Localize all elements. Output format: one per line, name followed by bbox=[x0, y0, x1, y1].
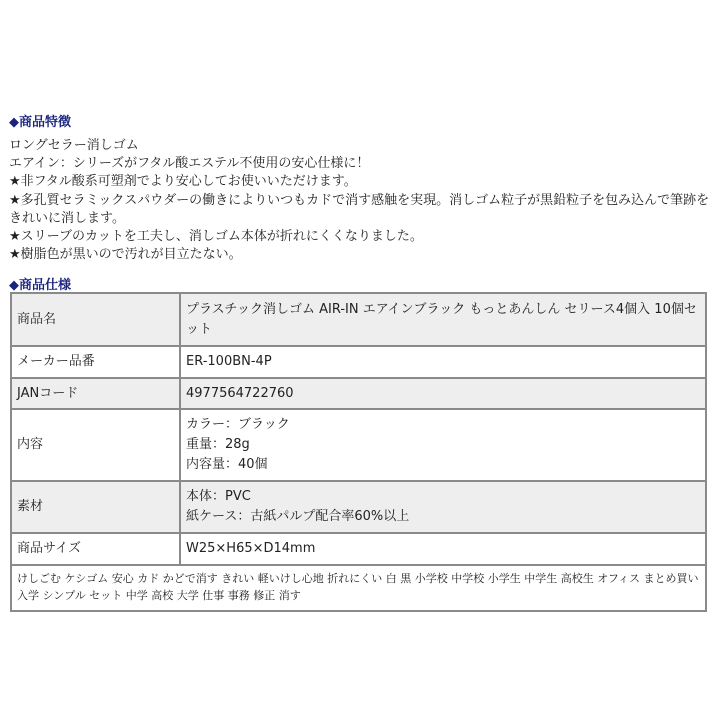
spec-value: プラスチック消しゴム AIR-IN エアインブラック もっとあんしん セリース4個入 10個セット bbox=[180, 293, 706, 346]
spec-value: 4977564722760 bbox=[180, 378, 706, 409]
table-row bbox=[11, 533, 706, 565]
keywords-row bbox=[11, 565, 706, 611]
table-row bbox=[11, 346, 706, 378]
spec-value-line: 紙ケース：古紙パルプ配合率60%以上 bbox=[186, 509, 410, 524]
spec-label: 素材 bbox=[11, 481, 180, 533]
spec-value: W25×H65×D14mm bbox=[180, 533, 706, 565]
features-heading: ◆商品特徴 bbox=[9, 115, 71, 130]
table-row bbox=[11, 293, 706, 346]
feature-line: エアイン：シリーズがフタル酸エステル不使用の安心仕様に！ bbox=[9, 156, 370, 172]
table-row bbox=[11, 409, 706, 481]
table-row bbox=[11, 378, 706, 409]
features-list bbox=[9, 137, 714, 264]
spec-label: 商品サイズ bbox=[11, 533, 180, 565]
feature-line: ★スリーブのカットを工夫し、消しゴム本体が折れにくくなりました。 bbox=[9, 229, 423, 245]
spec-value-line: 重量：28g bbox=[186, 437, 250, 452]
spec-value: ER-100BN-4P bbox=[180, 346, 706, 378]
feature-line: ロングセラー消しゴム bbox=[9, 138, 139, 153]
keywords: けしごむ ケシゴム 安心 カド かどで消す きれい 軽いけし心地 折れにくい 白 黒 小学校 中学校 小学生 中学生 高校生 オフィス まとめ買い 入学 シンプル セット 中学 高校 大学 仕事 事務 修正 消す bbox=[11, 565, 706, 611]
feature-line: ★非フタル酸系可塑剤でより安心してお使いいただけます。 bbox=[9, 174, 357, 190]
spec-label: 内容 bbox=[11, 409, 180, 481]
spec-value-line: 本体：PVC bbox=[186, 489, 251, 504]
specs-heading: ◆商品仕様 bbox=[9, 278, 71, 293]
specs-table bbox=[10, 292, 707, 612]
spec-label: メーカー品番 bbox=[11, 346, 180, 378]
feature-line: ★多孔質セラミックスパウダーの働きによりいつもカドで消す感触を実現。消しゴム粒子が黒鉛粒子を包み込んで筆跡をきれいに消します。 bbox=[9, 192, 710, 226]
spec-value-line: カラー：ブラック bbox=[186, 417, 290, 432]
feature-line: ★樹脂色が黒いので汚れが目立たない。 bbox=[9, 247, 242, 263]
spec-label: JANコード bbox=[11, 378, 180, 409]
spec-label: 商品名 bbox=[11, 293, 180, 346]
table-row bbox=[11, 481, 706, 533]
spec-value-line: 内容量：40個 bbox=[186, 457, 268, 472]
spec-value bbox=[180, 481, 706, 533]
spec-value bbox=[180, 409, 706, 481]
